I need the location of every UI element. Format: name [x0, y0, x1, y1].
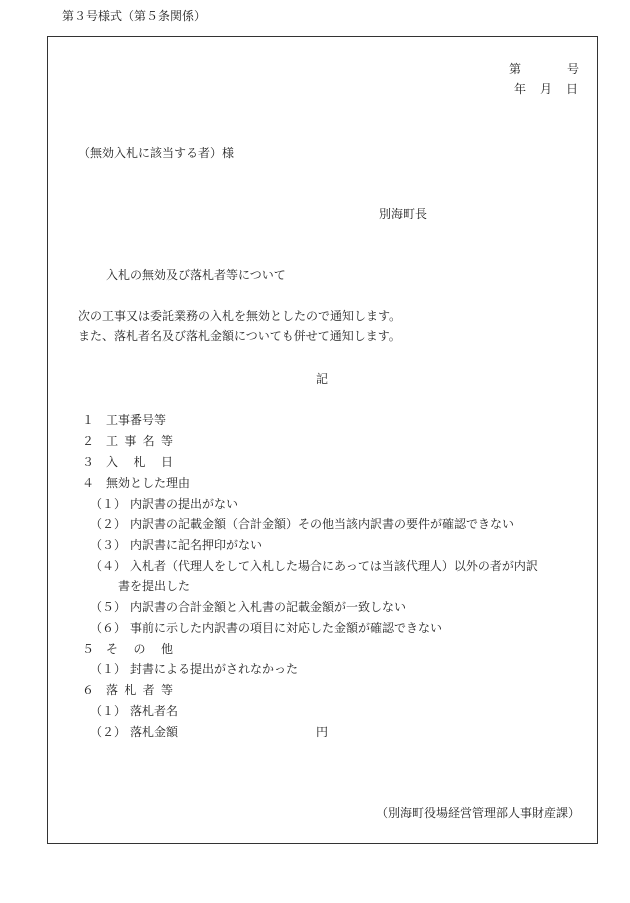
sub-text: 内訳書の提出がない: [130, 497, 239, 511]
sub-text: 事前に示した内訳書の項目に対応した金額が確認できない: [130, 621, 443, 635]
sub-item-continuation: 書を提出した: [118, 579, 191, 593]
item-number: ６: [82, 683, 95, 697]
item-4: [82, 475, 190, 491]
sub-item: [90, 620, 442, 636]
item-5: [82, 641, 173, 657]
item-label: 工 事 名 等: [106, 434, 173, 448]
sub-item: [90, 703, 178, 719]
item-label: 無効とした理由: [106, 476, 191, 490]
sub-text: 落札金額: [130, 725, 179, 739]
item-3: [82, 454, 173, 470]
footer-department: （別海町役場経営管理部人事財産課）: [375, 806, 580, 820]
sub-number: （１）: [90, 497, 127, 511]
amount-unit: 円: [316, 725, 329, 739]
sub-number: （６）: [90, 621, 127, 635]
sub-item: [90, 537, 262, 553]
sub-item: [90, 661, 298, 677]
sub-text: 落札者名: [130, 704, 179, 718]
sub-number: （５）: [90, 600, 127, 614]
ki-heading: 記: [316, 372, 329, 386]
number-prefix: 第: [509, 62, 522, 76]
form-label: 第３号様式（第５条関係）: [62, 9, 207, 23]
document-number-line: [509, 61, 579, 77]
item-number: ４: [82, 476, 95, 490]
item-number: ３: [82, 455, 95, 469]
sub-text: 内訳書の合計金額と入札書の記載金額が一致しない: [130, 600, 407, 614]
sub-item: [90, 724, 178, 740]
item-label: 落 札 者 等: [106, 683, 173, 697]
item-2: [82, 433, 173, 449]
item-label: 入 札 日: [106, 455, 173, 469]
sub-number: （２）: [90, 725, 127, 739]
item-number: １: [82, 413, 95, 427]
item-number: ２: [82, 434, 95, 448]
sub-text: 内訳書に記名押印がない: [130, 538, 263, 552]
sub-number: （２）: [90, 517, 127, 531]
sub-number: （１）: [90, 662, 127, 676]
body-line: 次の工事又は委託業務の入札を無効としたので通知します。: [78, 309, 402, 323]
item-1: [82, 412, 166, 428]
date-line: [514, 81, 578, 97]
date-year: 年: [514, 82, 527, 96]
sub-number: （１）: [90, 704, 127, 718]
item-6: [82, 682, 173, 698]
sender: 別海町長: [379, 207, 428, 221]
item-label: 工事番号等: [106, 413, 167, 427]
recipient: （無効入札に該当する者）様: [78, 146, 235, 160]
sub-text: 入札者（代理人をして入札した場合にあっては当該代理人）以外の者が内訳: [130, 559, 538, 573]
item-label: そ の 他: [106, 642, 173, 656]
sub-item: [90, 516, 514, 532]
sub-text: 内訳書の記載金額（合計金額）その他当該内訳書の要件が確認できない: [130, 517, 515, 531]
item-number: ５: [82, 642, 95, 656]
subject: 入札の無効及び落札者等について: [106, 268, 286, 282]
number-suffix: 号: [566, 62, 579, 76]
date-month: 月: [539, 82, 552, 96]
sub-item: [90, 558, 538, 574]
date-day: 日: [565, 82, 578, 96]
sub-item: [90, 496, 238, 512]
sub-item: [90, 599, 406, 615]
sub-number: （３）: [90, 538, 127, 552]
sub-number: （４）: [90, 559, 127, 573]
sub-text: 封書による提出がされなかった: [130, 662, 299, 676]
body-line: また、落札者名及び落札金額についても併せて通知します。: [78, 329, 401, 343]
